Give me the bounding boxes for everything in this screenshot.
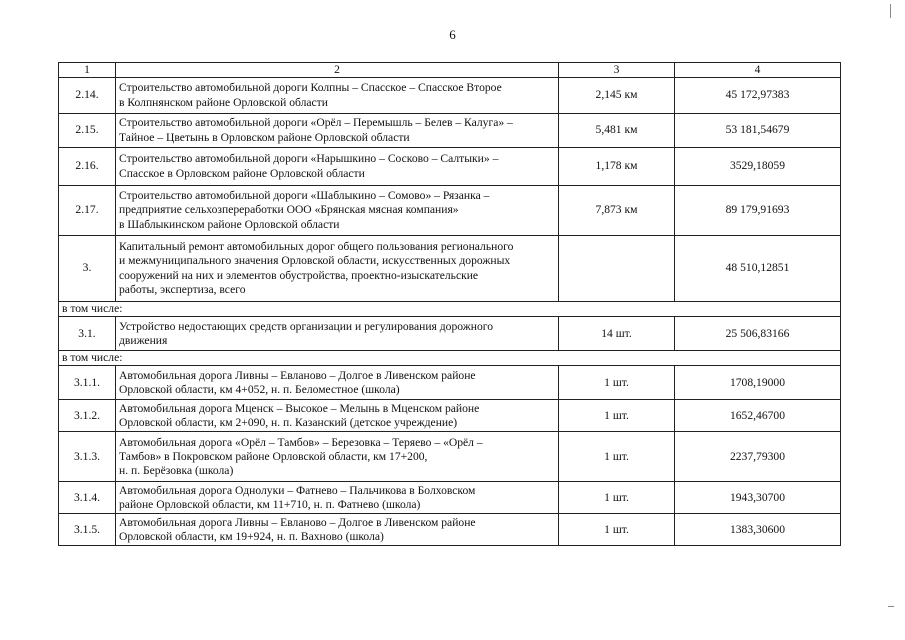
- table-row: [59, 317, 841, 351]
- row-number: 2.15.: [59, 114, 116, 148]
- scan-edge-mark: [890, 4, 891, 18]
- subheader-row: [59, 351, 841, 366]
- row-number: 2.16.: [59, 148, 116, 186]
- row-quantity: 1 шт.: [559, 400, 675, 432]
- row-amount: 53 181,54679: [675, 114, 841, 148]
- table-row: [59, 482, 841, 514]
- row-number: 2.14.: [59, 78, 116, 114]
- row-description: Автомобильная дорога «Орёл – Тамбов» – Березовка – Теряево – «Орёл – Тамбов» в Покровском районе Орловской области, км 17+200, н. п. Берёзовка (школа): [119, 435, 483, 477]
- row-quantity: 1,178 км: [559, 148, 675, 186]
- subheader-label: в том числе:: [59, 351, 841, 366]
- row-description: Строительство автомобильной дороги Колпны – Спасское – Спасское Второе в Колпнянском районе Орловской области: [119, 81, 502, 109]
- row-amount: 3529,18059: [675, 148, 841, 186]
- row-description: Капитальный ремонт автомобильных дорог общего пользования регионального и межмуниципального значения Орловской области, искусственных дорожных сооружений на них и элементов обустройства, проектно-изыскательские работы, экспертиза, всего: [119, 240, 514, 296]
- page-number: 6: [449, 27, 456, 42]
- table-row: [59, 400, 841, 432]
- budget-table: [58, 62, 841, 546]
- row-number: 3.1.: [59, 317, 116, 351]
- row-amount: 1708,19000: [675, 366, 841, 400]
- row-quantity: 7,873 км: [559, 186, 675, 236]
- table-row: [59, 366, 841, 400]
- row-description: Автомобильная дорога Однолуки – Фатнево – Пальчикова в Болховском районе Орловской области, км 11+710, н. п. Фатнево (школа): [119, 483, 476, 511]
- table-row: [59, 236, 841, 302]
- row-quantity: 1 шт.: [559, 366, 675, 400]
- row-number: 3.1.5.: [59, 514, 116, 546]
- row-quantity: 5,481 км: [559, 114, 675, 148]
- row-amount: 1943,30700: [675, 482, 841, 514]
- row-quantity: [559, 236, 675, 302]
- table-row: [59, 148, 841, 186]
- row-number: 3.1.4.: [59, 482, 116, 514]
- row-amount: 25 506,83166: [675, 317, 841, 351]
- header-col-4: 4: [675, 63, 841, 78]
- row-number: 3.1.2.: [59, 400, 116, 432]
- row-quantity: 1 шт.: [559, 482, 675, 514]
- row-description: Автомобильная дорога Мценск – Высокое – Мелынь в Мценском районе Орловской области, км 2+090, н. п. Казанский (детское учреждение): [119, 401, 480, 429]
- row-amount: 89 179,91693: [675, 186, 841, 236]
- table-row: [59, 186, 841, 236]
- row-amount: 45 172,97383: [675, 78, 841, 114]
- scan-edge-mark: [888, 606, 894, 607]
- row-description: Автомобильная дорога Ливны – Евланово – Долгое в Ливенском районе Орловской области, км 19+924, н. п. Вахново (школа): [119, 515, 476, 543]
- row-number: 3.1.3.: [59, 432, 116, 482]
- row-quantity: 1 шт.: [559, 432, 675, 482]
- row-amount: 48 510,12851: [675, 236, 841, 302]
- row-amount: 2237,79300: [675, 432, 841, 482]
- row-description: Устройство недостающих средств организации и регулирования дорожного движения: [119, 319, 494, 347]
- table-row: [59, 78, 841, 114]
- row-description: Автомобильная дорога Ливны – Евланово – Долгое в Ливенском районе Орловской области, км 4+052, н. п. Беломестное (школа): [119, 368, 476, 396]
- header-col-2: 2: [116, 63, 559, 78]
- row-number: 3.: [59, 236, 116, 302]
- table-row: [59, 514, 841, 546]
- row-description: Строительство автомобильной дороги «Шаблыкино – Сомово» – Рязанка – предприятие сельхозпереработки ООО «Брянская мясная компания» в Шаблыкинском районе Орловской области: [119, 189, 490, 231]
- row-number: 2.17.: [59, 186, 116, 236]
- row-quantity: 14 шт.: [559, 317, 675, 351]
- row-quantity: 2,145 км: [559, 78, 675, 114]
- row-amount: 1383,30600: [675, 514, 841, 546]
- header-col-3: 3: [559, 63, 675, 78]
- row-number: 3.1.1.: [59, 366, 116, 400]
- table-row: [59, 432, 841, 482]
- subheader-row: [59, 302, 841, 317]
- table-row: [59, 114, 841, 148]
- subheader-label: в том числе:: [59, 302, 841, 317]
- row-description: Строительство автомобильной дороги «Нарышкино – Сосково – Салтыки» – Спасское в Орловском районе Орловской области: [119, 152, 499, 180]
- row-description: Строительство автомобильной дороги «Орёл – Перемышль – Белев – Калуга» – Тайное – Цветынь в Орловском районе Орловской области: [119, 116, 513, 144]
- header-col-1: 1: [59, 63, 116, 78]
- row-quantity: 1 шт.: [559, 514, 675, 546]
- row-amount: 1652,46700: [675, 400, 841, 432]
- header-row: [59, 63, 841, 78]
